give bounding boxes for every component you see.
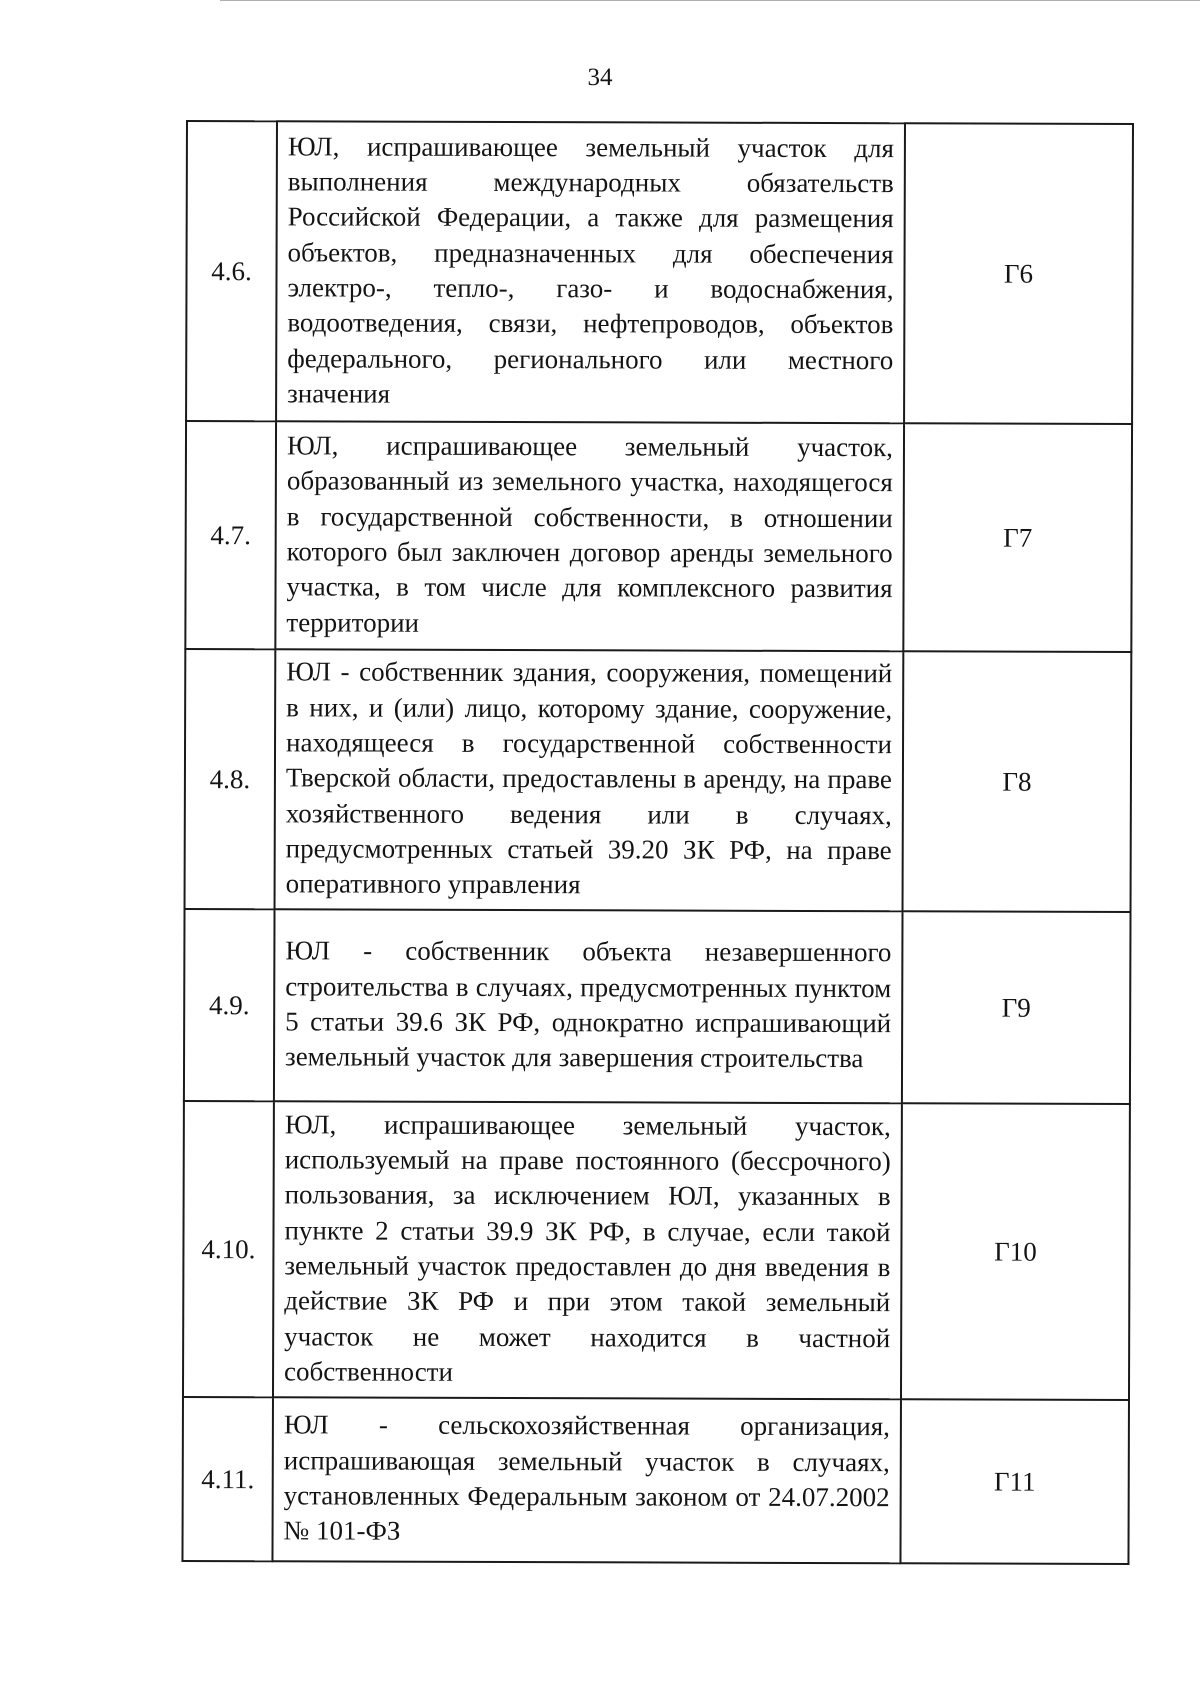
row-code: Г6 [904, 123, 1133, 424]
table-row [183, 1101, 1130, 1400]
row-code: Г11 [900, 1399, 1129, 1564]
table-row [185, 421, 1132, 652]
row-number: 4.9. [184, 909, 275, 1101]
row-description: ЮЛ, испрашивающее земельный участок для выполнения международных обязательств Российской Федерации, а также для размещения объектов, предназначенных для обеспечения электро-, тепло-, газо- и водоснабжения, водоотведения, связи, нефтепроводов, объектов федерального, регионального или местного значения [276, 121, 905, 423]
row-number: 4.7. [185, 421, 276, 649]
row-description: ЮЛ - собственник объекта незавершенного строительства в случаях, предусмотренных пунктом 5 статьи 39.6 ЗК РФ, однократно испрашивающий земельный участок для завершения строительства [274, 909, 903, 1103]
scan-edge-line [220, 0, 1200, 1]
row-description: ЮЛ, испрашивающее земельный участок, образованный из земельного участка, находящегося в государственной собственности, в отношении которого был заключен договор аренды земельного участка, в том числе для комплексного развития территории [275, 421, 904, 651]
row-code: Г7 [903, 423, 1132, 652]
page-number: 34 [587, 64, 613, 91]
row-number: 4.8. [185, 649, 276, 909]
row-code: Г9 [902, 911, 1131, 1104]
table-row [185, 649, 1132, 912]
row-number: 4.10. [183, 1101, 274, 1397]
categories-table [181, 120, 1134, 1565]
row-description: ЮЛ - собственник здания, сооружения, помещений в них, и (или) лицо, которому здание, сооружение, находящееся в государственной собственности Тверской области, предоставлены в аренду, на праве хозяйственного ведения или в случаях, предусмотренных статьей 39.20 ЗК РФ, на праве оперативного управления [275, 649, 904, 911]
table-row [186, 121, 1133, 424]
row-description: ЮЛ, испрашивающее земельный участок, используемый на праве постоянного (бессрочного) пользования, за исключением ЮЛ, указанных в пункте 2 статьи 39.9 ЗК РФ, в случае, если такой земельный участок предоставлен до дня введения в действие ЗК РФ и при этом такой земельный участок не может находится в частной собственности [273, 1101, 902, 1399]
row-number: 4.6. [186, 121, 277, 421]
row-description: ЮЛ - сельскохозяйственная организация, испрашивающая земельный участок в случаях, установленных Федеральным законом от 24.07.2002 № 101-ФЗ [272, 1397, 901, 1563]
table-row [182, 1397, 1129, 1564]
row-code: Г10 [901, 1103, 1130, 1400]
table-row [184, 909, 1131, 1104]
row-number: 4.11. [182, 1397, 273, 1561]
row-code: Г8 [903, 651, 1132, 912]
